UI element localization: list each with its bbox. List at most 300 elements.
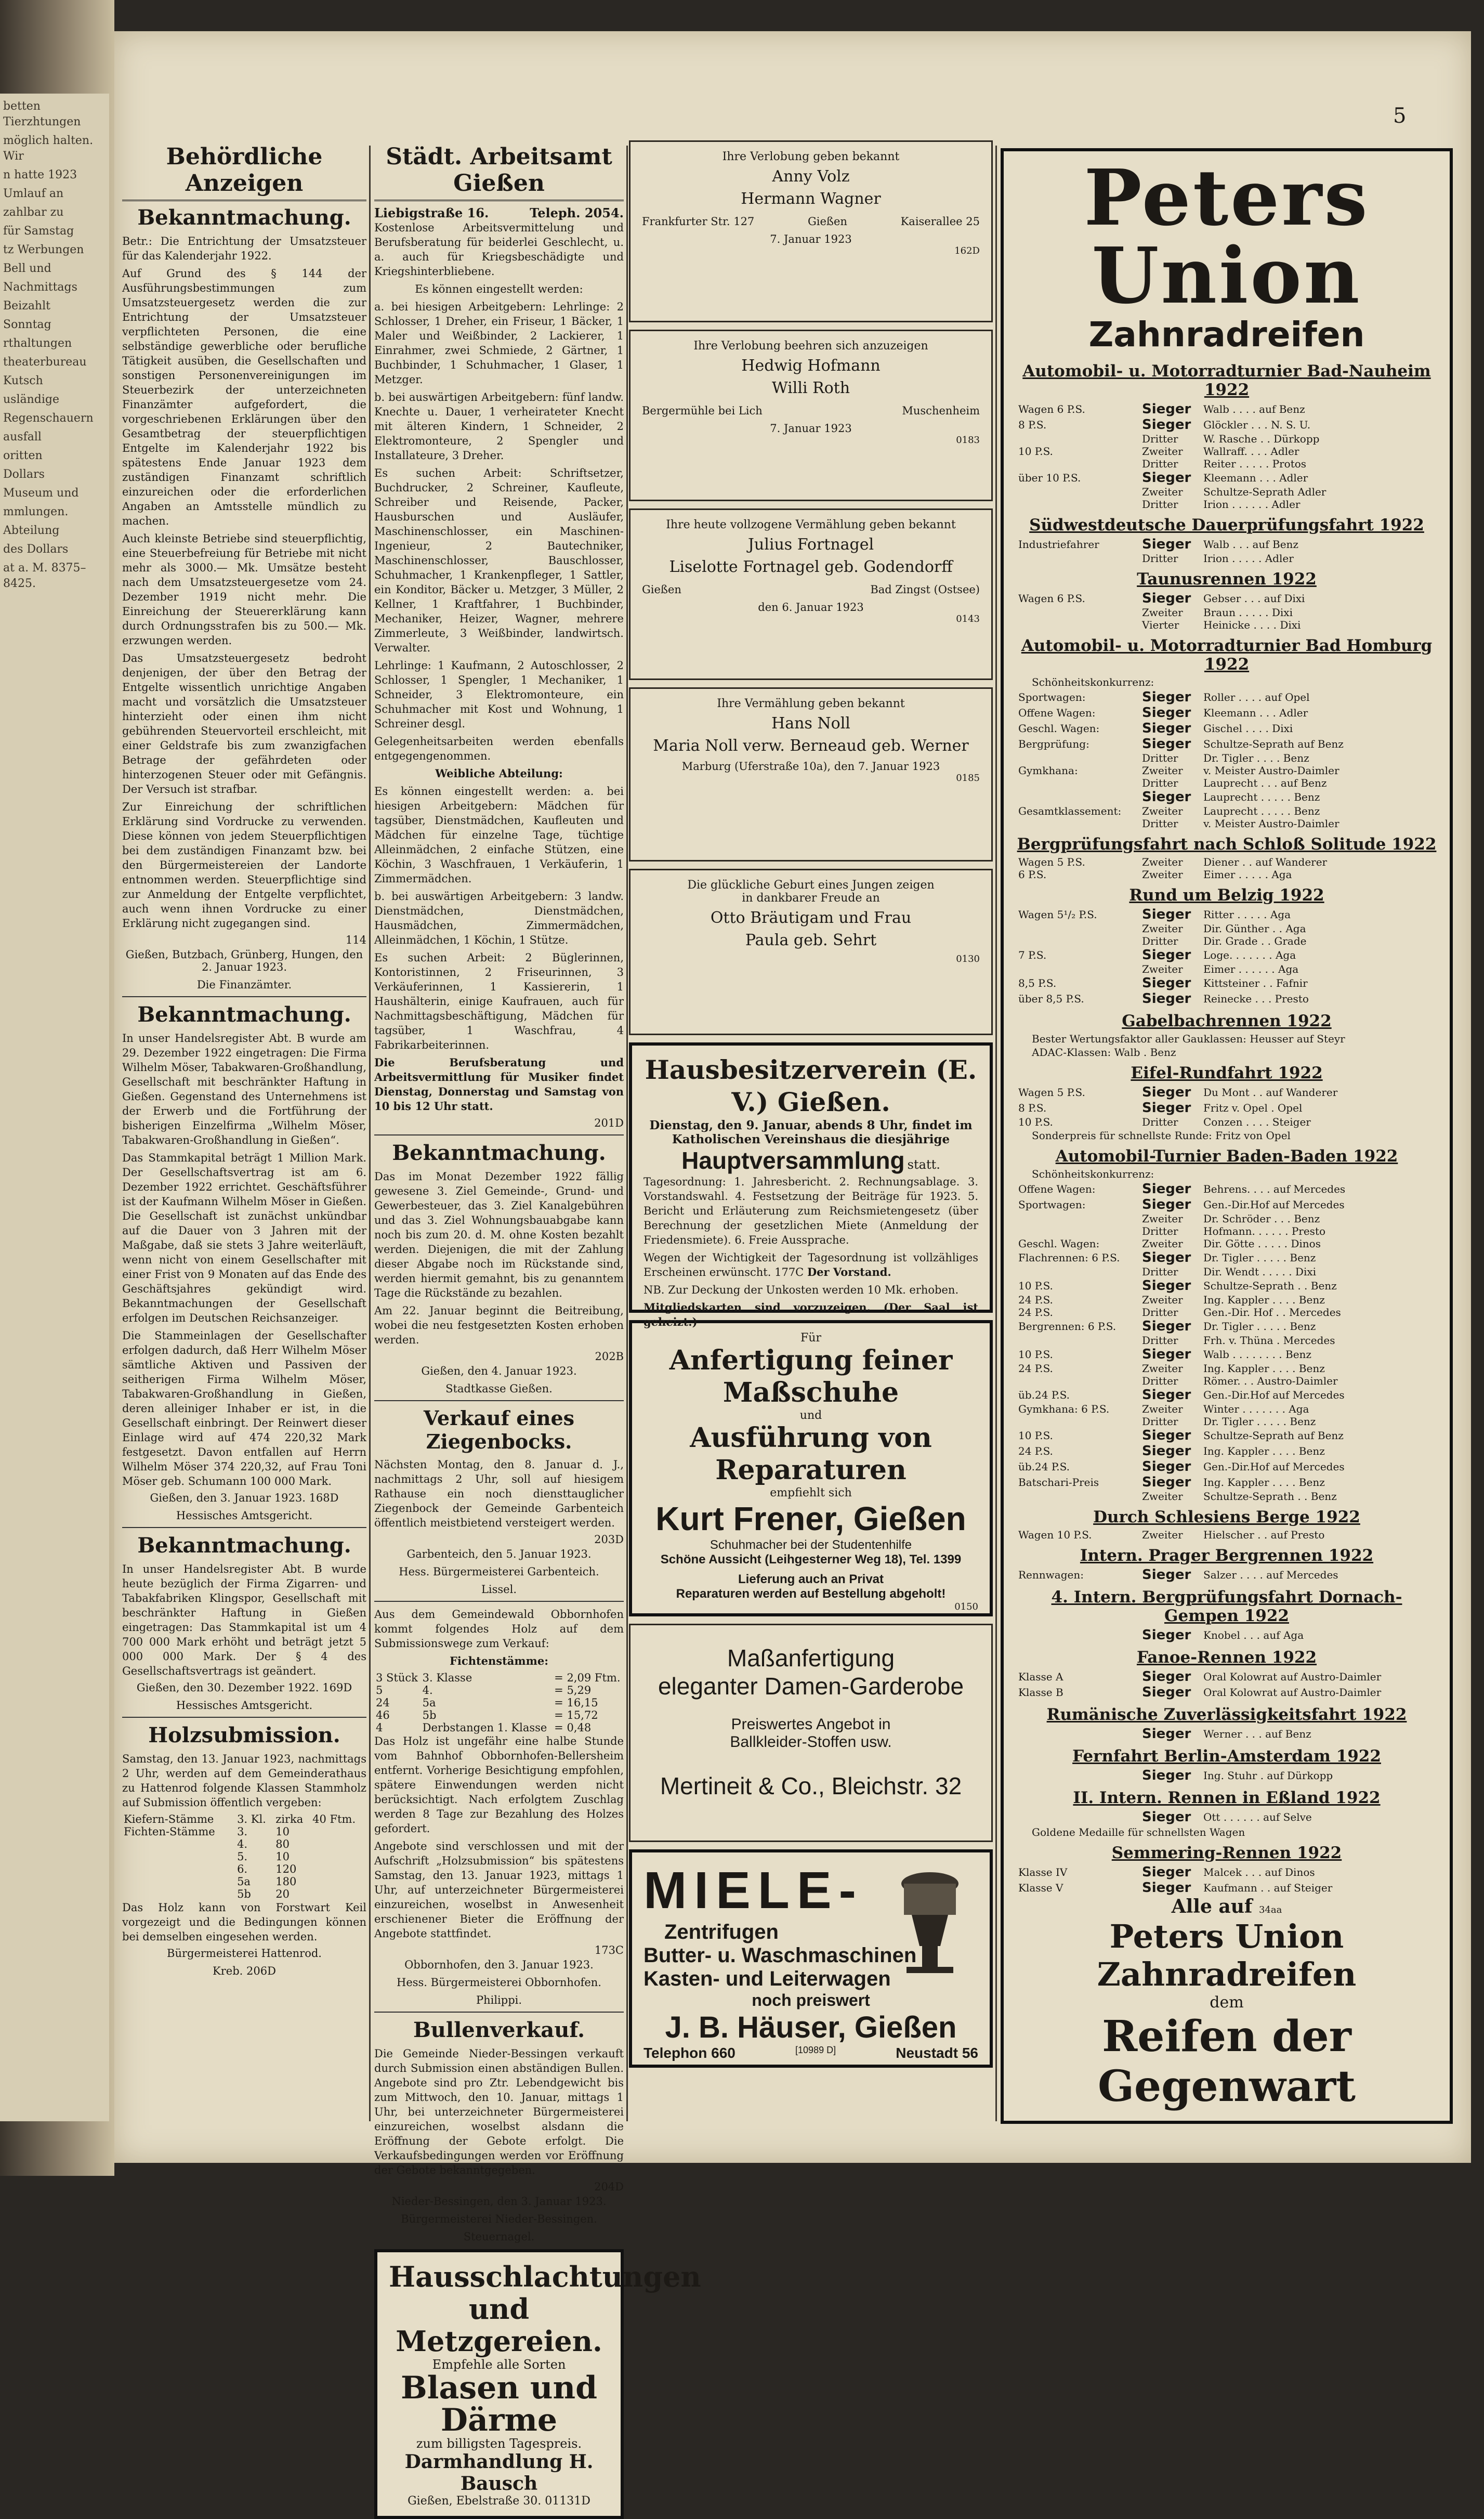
- race-row: [1016, 1116, 1437, 1128]
- race-title: Semmering-Rennen 1922: [1111, 1844, 1342, 1862]
- race-title: Automobil- u. Motorradturnier Bad-Nauheim 1922: [1022, 362, 1431, 399]
- race-driver-car: Heinicke . . . . Dixi: [1203, 619, 1301, 631]
- race-driver-car: Gen.-Dir. Hof . . Mercedes: [1203, 1306, 1341, 1319]
- race-driver-car: Glöckler . . . N. S. U.: [1203, 419, 1311, 431]
- race-title: Automobil- u. Motorradturnier Bad Homburg 1922: [1021, 636, 1433, 674]
- ad-text: Schuhmacher bei der Studentenhilfe: [710, 1538, 912, 1552]
- race-row: [1016, 1567, 1437, 1583]
- race-driver-car: Dir. Götte . . . . . Dinos: [1203, 1237, 1321, 1250]
- race-class: 24 P.S.: [1018, 1362, 1053, 1375]
- ad-text: Ballkleider-Stoffen usw.: [730, 1733, 892, 1751]
- ad-signature: Der Vorstand.: [807, 1265, 891, 1278]
- address-left: Frankfurter Str. 127: [642, 215, 755, 228]
- ad-darmhandlung: [374, 2249, 701, 2519]
- race-row: [1016, 1237, 1437, 1250]
- race-driver-car: Dir. Wendt . . . . . Dixi: [1203, 1265, 1317, 1278]
- ad-headline: Hausbesitzerverein (E. V.) Gießen.: [645, 1054, 977, 1117]
- ad-headline: Blasen und Därme: [400, 2370, 598, 2438]
- race-table: [1016, 1809, 1437, 1825]
- race-driver-car: Walb . . . . . . . . Benz: [1203, 1348, 1311, 1361]
- race-place: Sieger: [1142, 689, 1191, 705]
- race-place: Dritter: [1142, 552, 1178, 565]
- race-note: Schönheitskonkurrenz:: [1032, 1168, 1154, 1180]
- wedding-fortnagel: [629, 508, 993, 680]
- race-row: [1016, 1306, 1437, 1319]
- ad-text: zum billigsten Tagespreis.: [416, 2436, 582, 2451]
- notice-text: Das Stammkapital beträgt 1 Million Mark. Der Gesellschaftsvertrag ist am 6. Dezember 1922 errichtet. Geschäftsführer ist der Kaufmann Wilhelm Möser in Gießen. Die Gesellschaft ist zunächst unkündbar auf die Dauer von 3 Jahren mit der Maßgabe, daß sie stets 3 Jahre weiterläuft, wenn nicht von einem Gesellschafter mit einer Frist von 9 Monaten auf das Ende des Geschäftsjahres gekündigt wird. Bekanntmachungen der Gesellschaft erfolgen im Deutschen Reichsanzeiger.: [122, 1152, 366, 1324]
- ad-headline: Hauptversammlung: [681, 1147, 905, 1174]
- notice-place: Gießen, den 30. Dezember 1922.: [136, 1681, 319, 1694]
- race-class: [1016, 1265, 1140, 1278]
- race-table: [1016, 1726, 1437, 1742]
- notice-text: Die Gemeinde Nieder-Bessingen verkauft durch Submission einen abständigen Bullen. Angebote sind pro Ztr. Lebendgewicht bis zum Mittwoch, den 10. Januar, mittags 1 Uhr, bei unterzeichneter Bürgermeisterei einzureichen, woselbst alsdann die Eröffnung der Gebote erfolgt. Die Verkaufsbedingungen werden vor Eröffnung der Gebote bekanntgegeben.: [374, 2047, 624, 2176]
- race-section: [1016, 516, 1437, 565]
- race-place: Dritter: [1142, 752, 1178, 764]
- fragment-text: ausfall: [3, 430, 42, 443]
- previous-page-strip: [0, 94, 109, 2121]
- race-place: Sieger: [1142, 1387, 1191, 1403]
- race-class: 8 P.S.: [1018, 1102, 1047, 1114]
- notice-handelsregister-moeser: [122, 1002, 366, 1522]
- race-row: [1016, 947, 1437, 963]
- race-class: [1016, 963, 1140, 975]
- ad-peters-union: [1001, 148, 1453, 2124]
- fragment-text: möglich halten. Wir: [3, 134, 94, 163]
- race-driver-car: Roller . . . . auf Opel: [1203, 691, 1310, 703]
- footer-line: dem: [1210, 1993, 1244, 2012]
- divider: [122, 996, 366, 997]
- race-row: [1016, 1265, 1437, 1278]
- timber-table: [122, 1813, 366, 1900]
- race-row: [1016, 975, 1437, 991]
- race-class: 8,5 P.S.: [1018, 977, 1057, 989]
- place: Gießen: [808, 215, 847, 228]
- notice-name: Steuernagel.: [463, 2230, 535, 2243]
- table-cell: 4.: [237, 1838, 248, 1850]
- race-row: [1016, 1250, 1437, 1265]
- table-cell: 16,15: [567, 1696, 598, 1709]
- table-row: [122, 1838, 366, 1850]
- race-section: [1016, 1012, 1437, 1059]
- race-driver-car: Malcek . . . auf Dinos: [1203, 1866, 1315, 1878]
- ad-text: noch preiswert: [752, 1991, 870, 2009]
- race-driver-car: Fritz v. Opel . Opel: [1203, 1102, 1303, 1114]
- fragment-text: Sonntag: [3, 318, 51, 331]
- table-cell: 10: [275, 1850, 290, 1863]
- race-class: [1016, 789, 1140, 805]
- race-table: [1016, 1567, 1437, 1583]
- ad-mertineit: [629, 1624, 993, 1842]
- race-row: [1016, 1459, 1437, 1474]
- race-place: Dritter: [1142, 935, 1178, 947]
- notice-text: Auf Grund des § 144 der Ausführungsbestimmungen zum Umsatzsteuergesetz werden die zur Entrichtung der Umsatzsteuer verpflichteten Personen, die eine selbständige gewerbliche oder berufliche Tätigkeit ausüben, die Gesellschaften und sonstigen Personenvereinigungen im Steuerbezirk der unterzeichneten Finanzämter aufgefordert, die vorgeschriebenen Erklärungen über den Gesamtbetrag der steuerpflichtigen Entgelte im Kalenderjahr 1922 bis spätestens Ende Januar 1923 dem zuständigen Finanzamt schriftlich einzureichen oder die erforderlichen Angaben an Amtsstelle mündlich zu machen.: [122, 267, 366, 527]
- race-place: Zweiter: [1142, 606, 1183, 619]
- race-place: Zweiter: [1142, 1490, 1183, 1503]
- notice-umsatzsteuer: [122, 205, 366, 991]
- race-driver-car: Behrens. . . . auf Mercedes: [1203, 1183, 1346, 1195]
- notice-text: Das Holz kann von Forstwart Keil vorgezeigt und die Bedingungen können bei demselben eingesehen werden.: [122, 1901, 366, 1943]
- race-row: [1016, 689, 1437, 705]
- divider: [374, 2012, 624, 2013]
- ad-text: NB. Zur Deckung der Unkosten werden 10 Mk. erhoben.: [643, 1284, 959, 1296]
- table-header-row: [122, 1813, 366, 1825]
- table-row: [122, 1875, 366, 1888]
- race-place: Sieger: [1142, 1443, 1191, 1459]
- race-section: [1016, 1064, 1437, 1142]
- notice-signature: Hess. Bürgermeisterei Obbornhofen.: [397, 1976, 601, 1989]
- race-place: Sieger: [1142, 1459, 1191, 1474]
- table-row: [374, 1721, 624, 1734]
- race-driver-car: Eimer . . . . . Aga: [1203, 868, 1292, 881]
- table-cell: zirka: [275, 1813, 304, 1825]
- race-driver-car: Schultze-Seprath auf Benz: [1203, 738, 1344, 750]
- race-note: Schönheitskonkurrenz:: [1032, 676, 1154, 688]
- race-row: [1016, 868, 1437, 881]
- race-class: 8 P.S.: [1018, 419, 1047, 431]
- race-row: [1016, 1181, 1437, 1197]
- fragment-text: Dollars: [3, 468, 45, 481]
- race-class: Klasse B: [1018, 1686, 1063, 1699]
- race-row: [1016, 817, 1437, 830]
- place-date: Marburg (Uferstraße 10a), den 7. Januar 1923: [681, 760, 940, 773]
- race-row: [1016, 591, 1437, 606]
- notice-ref: 114: [345, 934, 366, 946]
- notice-title: Verkauf eines Ziegenbocks.: [423, 1406, 575, 1453]
- race-class: [1016, 433, 1140, 445]
- race-row: [1016, 1685, 1437, 1700]
- race-driver-car: Kleemann . . . Adler: [1203, 707, 1308, 719]
- race-place: Zweiter: [1142, 445, 1183, 458]
- engagement-hofmann-roth: [629, 330, 993, 501]
- race-row: [1016, 1278, 1437, 1294]
- person-name: Paula geb. Sehrt: [745, 931, 877, 949]
- race-class: Geschl. Wagen:: [1018, 1237, 1100, 1250]
- announcement-line: Ihre heute vollzogene Vermählung geben bekannt: [666, 518, 956, 531]
- table-cell: [122, 1838, 235, 1850]
- table-row: [122, 1888, 366, 1900]
- race-driver-car: Schultze-Seprath Adler: [1203, 486, 1327, 498]
- table-cell: 15,72: [567, 1709, 598, 1721]
- ad-company: Kurt Frener, Gießen: [655, 1500, 966, 1537]
- table-cell: 24: [376, 1696, 390, 1709]
- race-row: [1016, 537, 1437, 552]
- race-section: [1016, 636, 1437, 830]
- race-driver-car: Eimer . . . . . . Aga: [1203, 963, 1299, 975]
- notice-text: Das Holz ist ungefähr eine halbe Stunde vom Bahnhof Obbornhofen-Bellersheim entfernt. Vorherige Besichtigung empfohlen, spätere Einwendungen werden nicht berücksichtigt. Nach erfolgtem Zuschlag werden 8 Tage zur Bezahlung des Holzes gefordert.: [374, 1735, 624, 1835]
- race-place: Sieger: [1142, 1669, 1191, 1685]
- announcement-line: in dankbarer Freude an: [742, 892, 880, 905]
- notice-place: Garbenteich, den 5. Januar 1923.: [406, 1548, 592, 1560]
- race-row: [1016, 1375, 1437, 1387]
- race-row: [1016, 1880, 1437, 1896]
- race-row: [1016, 935, 1437, 947]
- table-cell: 3. Klasse: [422, 1672, 472, 1684]
- race-class: [1016, 935, 1140, 947]
- race-title: Taunusrennen 1922: [1137, 570, 1317, 589]
- race-row: [1016, 1415, 1437, 1428]
- ad-text: Preiswertes Angebot in: [731, 1716, 891, 1733]
- race-class: 6 P.S.: [1018, 868, 1047, 881]
- race-class: [1016, 498, 1140, 511]
- race-section: [1016, 886, 1437, 1007]
- race-row: [1016, 721, 1437, 736]
- race-driver-car: Ing. Kappler . . . . Benz: [1203, 1476, 1325, 1489]
- race-section: [1016, 1705, 1437, 1742]
- race-class: 10 P.S.: [1018, 1348, 1053, 1361]
- ad-text: Reparaturen werden auf Bestellung abgeholt!: [676, 1587, 946, 1601]
- column-rule: [626, 146, 628, 2121]
- announcement-line: Ihre Vermählung geben bekannt: [717, 697, 905, 710]
- notice-text: Es suchen Arbeit: 2 Büglerinnen, Kontoristinnen, 2 Friseurinnen, 3 Verkäuferinnen, 1 Kassiererin, 1 Haushälterin, einige Kaufrauen, auch für Nachmittagsbeschäftigung, Mädchen für tagsüber, 1 Waschfrau, 4 Fabrikarbeiterinnen.: [374, 951, 624, 1051]
- race-class: [1016, 1490, 1140, 1503]
- race-place: Dritter: [1142, 817, 1178, 830]
- person-name: Hedwig Hofmann: [741, 357, 881, 375]
- notice-ref: 203D: [594, 1533, 624, 1546]
- race-class: Gesamtklassement:: [1018, 805, 1122, 817]
- race-place: Sieger: [1142, 789, 1191, 805]
- ad-text: Dienstag, den 9. Januar, abends 8 Uhr, findet im Katholischen Vereinshaus die diesjährige: [649, 1118, 973, 1146]
- race-table: [1016, 537, 1437, 565]
- ad-footer: [1016, 1896, 1437, 2111]
- race-class: 10 P.S.: [1018, 1280, 1053, 1292]
- race-class: Bergrennen: 6 P.S.: [1018, 1320, 1117, 1333]
- centrifuge-illustration: [891, 1868, 969, 1977]
- race-row: [1016, 1726, 1437, 1742]
- race-class: [1016, 1212, 1140, 1225]
- divider: [374, 1134, 624, 1135]
- person-name: Otto Bräutigam und Frau: [710, 909, 912, 927]
- race-note: ADAC-Klassen: Walb . Benz: [1032, 1046, 1176, 1059]
- race-place: Sieger: [1142, 1347, 1191, 1362]
- race-driver-car: Du Mont . . auf Wanderer: [1203, 1086, 1338, 1099]
- race-row: [1016, 498, 1437, 511]
- race-place: Dritter: [1142, 1334, 1178, 1347]
- divider: [374, 1601, 624, 1602]
- race-class: [1016, 777, 1140, 789]
- race-driver-car: Kaufmann . . auf Steiger: [1203, 1882, 1333, 1894]
- ad-ref: 0183: [956, 435, 980, 446]
- notice-place: Gießen, Butzbach, Grünberg, Hungen, den 2. Januar 1923.: [125, 948, 363, 973]
- table-cell: =: [554, 1709, 563, 1721]
- fragment-text: Beizahlt: [3, 299, 50, 312]
- race-section: [1016, 1147, 1437, 1503]
- notice-text: a. bei hiesigen Arbeitgebern: Lehrlinge: 2 Schlosser, 1 Dreher, ein Friseur, 1 Bäcker, 1 Maler und Weißbinder, 2 Lackierer, 1 Einrahmer, zwei Schmiede, 2 Gärtner, 1 Buchbinder, 1 Schuhmacher, 1 Glaser, 1 Metzger.: [374, 301, 624, 386]
- race-driver-car: Ing. Kappler . . . . Benz: [1203, 1362, 1325, 1375]
- address-left: Gießen: [642, 583, 681, 596]
- race-class: [1016, 1334, 1140, 1347]
- race-title: Gabelbachrennen 1922: [1122, 1012, 1332, 1030]
- ad-hausbesitzerverein: [629, 1042, 993, 1328]
- table-cell: 5a: [422, 1696, 436, 1709]
- race-place: Dritter: [1142, 433, 1178, 445]
- race-driver-car: Schultze-Seprath auf Benz: [1203, 1429, 1344, 1442]
- ad-text: Empfehle alle Sorten: [432, 2357, 566, 2372]
- race-table: [1016, 907, 1437, 1007]
- race-place: Sieger: [1142, 1474, 1191, 1490]
- race-row: [1016, 619, 1437, 631]
- race-driver-car: Werner . . . auf Benz: [1203, 1728, 1311, 1740]
- race-row: [1016, 470, 1437, 486]
- fragment-text: n hatte 1923: [3, 168, 77, 181]
- race-driver-car: Ritter . . . . . Aga: [1203, 908, 1291, 921]
- race-row: [1016, 752, 1437, 764]
- race-row: [1016, 1809, 1437, 1825]
- race-class: üb.24 P.S.: [1018, 1389, 1070, 1401]
- person-name: Maria Noll verw. Berneaud geb. Werner: [653, 737, 969, 755]
- notice-holzsubmission: [122, 1723, 366, 1977]
- ad-company: J. B. Häuser, Gießen: [665, 2011, 957, 2044]
- race-section: [1016, 1789, 1437, 1838]
- race-section: [1016, 1588, 1437, 1643]
- race-row: [1016, 1387, 1437, 1403]
- race-driver-car: Gen.-Dir.Hof auf Mercedes: [1203, 1198, 1345, 1211]
- race-driver-car: Gen.-Dir.Hof auf Mercedes: [1203, 1389, 1345, 1401]
- notice-title: Holzsubmission.: [148, 1723, 340, 1747]
- race-driver-car: v. Meister Austro-Daimler: [1203, 764, 1339, 777]
- table-cell: [311, 1888, 366, 1900]
- table-cell: 120: [275, 1863, 297, 1875]
- race-driver-car: Walb . . . auf Benz: [1203, 538, 1298, 551]
- footer-brand: Peters Union Zahnradreifen: [1097, 1917, 1357, 1993]
- ad-text: Kasten- und Leiterwagen: [643, 1967, 891, 1990]
- race-row: [1016, 1474, 1437, 1490]
- ad-ref: 01131D: [545, 2495, 590, 2508]
- table-cell: 180: [275, 1875, 297, 1888]
- race-driver-car: Knobel . . . auf Aga: [1203, 1629, 1304, 1641]
- race-row: [1016, 433, 1437, 445]
- notice-signature: Stadtkasse Gießen.: [445, 1382, 553, 1395]
- race-class: [1016, 619, 1140, 631]
- race-class: 10 P.S.: [1018, 1116, 1053, 1128]
- race-driver-car: Schultze-Seprath . . Benz: [1203, 1280, 1337, 1292]
- table-row: [374, 1696, 624, 1709]
- race-class: 10 P.S.: [1018, 1429, 1053, 1442]
- table-cell: 4.: [422, 1684, 433, 1696]
- race-place: Sieger: [1142, 1768, 1191, 1783]
- table-cell: 3. Kl.: [237, 1813, 266, 1825]
- race-class: [1016, 752, 1140, 764]
- notice-signature: Die Finanzämter.: [196, 978, 292, 991]
- table-cell: 3 Stück: [376, 1672, 418, 1684]
- notice-text: Es können eingestellt werden:: [415, 283, 583, 295]
- footer-line: Alle auf: [1171, 1896, 1253, 1917]
- race-table: [1016, 856, 1437, 881]
- notice-text: Auch kleinste Betriebe sind steuerpflichtig, eine Steuerbefreiung für Betriebe mit nicht mehr als 3000.— Mk. Umsätze besteht nach dem Umsatzsteuergesetze vom 24. Dezember 1919 nicht mehr. Die Einreichung der Steuererklärung kann durch Ordnungsstrafen bis zu 500.— Mk. erzwungen werden.: [122, 532, 366, 647]
- race-class: [1016, 1415, 1140, 1428]
- race-row: [1016, 401, 1437, 417]
- table-cell: 46: [376, 1709, 390, 1721]
- race-row: [1016, 1347, 1437, 1362]
- race-class: Wagen 5¹/₂ P.S.: [1018, 908, 1097, 921]
- race-table: [1016, 591, 1437, 631]
- race-title: Rund um Belzig 1922: [1129, 886, 1324, 905]
- race-driver-car: Oral Kolowrat auf Austro-Daimler: [1203, 1686, 1382, 1699]
- race-place: Sieger: [1142, 975, 1191, 991]
- address-left: Bergermühle bei Lich: [642, 404, 763, 417]
- race-class: Wagen 5 P.S.: [1018, 856, 1085, 868]
- ad-company: Darmhandlung H. Bausch: [404, 2451, 594, 2495]
- wedding-noll: [629, 687, 993, 862]
- table-cell: 5.: [237, 1850, 248, 1863]
- race-class: Wagen 5 P.S.: [1018, 1086, 1085, 1099]
- table-row: [122, 1863, 366, 1875]
- table-row: [122, 1825, 366, 1838]
- race-row: [1016, 736, 1437, 752]
- race-title: Automobil-Turnier Baden-Baden 1922: [1055, 1147, 1398, 1166]
- address-right: Muschenheim: [902, 404, 980, 417]
- race-title: Intern. Prager Bergrennen 1922: [1080, 1546, 1374, 1565]
- race-class: Geschl. Wagen:: [1018, 722, 1100, 735]
- race-class: Bergprüfung:: [1018, 738, 1089, 750]
- fragment-text: Museum und: [3, 487, 79, 500]
- race-table: [1016, 1181, 1437, 1503]
- race-class: Batschari-Preis: [1018, 1476, 1099, 1489]
- table-cell: [311, 1838, 366, 1850]
- race-class: Flachrennen: 6 P.S.: [1018, 1251, 1120, 1264]
- race-driver-car: Schultze-Seprath . . Benz: [1203, 1490, 1337, 1503]
- race-title: II. Intern. Rennen in Eßland 1922: [1073, 1789, 1381, 1807]
- ad-ref: 34aa: [1258, 1904, 1282, 1915]
- race-place: Dritter: [1142, 1375, 1178, 1387]
- notice-text: Gelegenheitsarbeiten werden ebenfalls entgegengenommen.: [374, 735, 624, 762]
- table-row: [122, 1850, 366, 1863]
- notice-text: Es können eingestellt werden: a. bei hiesigen Arbeitgebern: Mädchen für tagsüber, Dienstmädchen, Kaufleuten und Mädchen für einzelne Tage, tüchtige Alleinmädchen, 2 einfache Stützen, eine Köchin, 3 Waschfrauen, 1 Verkäuferin, 1 Zimmermädchen.: [374, 785, 624, 885]
- race-place: Sieger: [1142, 705, 1191, 721]
- announcement-line: Die glückliche Geburt eines Jungen zeigen: [687, 879, 935, 892]
- table-cell: [122, 1850, 235, 1863]
- table-cell: =: [554, 1684, 563, 1696]
- race-place: Zweiter: [1142, 1212, 1183, 1225]
- ad-headline: Anfertigung feiner Maßschuhe: [669, 1345, 953, 1408]
- race-place: Dritter: [1142, 1116, 1178, 1128]
- race-row: [1016, 1319, 1437, 1334]
- table-cell: [122, 1888, 235, 1900]
- race-place: Dritter: [1142, 1265, 1178, 1278]
- ad-ref: 0150: [954, 1601, 978, 1612]
- race-class: Wagen 6 P.S.: [1018, 403, 1085, 415]
- ad-text: Wegen der Wichtigkeit der Tagesordnung ist vollzähliges Erscheinen erwünscht.: [643, 1251, 978, 1278]
- ad-headline: Ausführung von Reparaturen: [690, 1422, 932, 1486]
- race-note: Bester Wertungsfaktor aller Gauklassen: Heusser auf Steyr: [1032, 1033, 1345, 1045]
- ad-text: statt.: [907, 1157, 940, 1172]
- race-place: Zweiter: [1142, 868, 1183, 881]
- notice-signature: Hessisches Amtsgericht.: [176, 1509, 313, 1522]
- table-cell: [122, 1863, 235, 1875]
- race-driver-car: Lauprecht . . . . . Benz: [1203, 805, 1320, 817]
- notice-intro: Kostenlose Arbeitsvermittelung und Berufsberatung für beiderlei Geschlecht, u. a. auch für Kriegsbeschädigte und Kriegshinterbliebene.: [374, 221, 624, 278]
- race-class: Gymkhana:: [1018, 764, 1078, 777]
- timber-rows: [122, 1825, 366, 1900]
- section-header: Städt. Arbeitsamt Gießen: [374, 143, 624, 201]
- fragment-text: für Samstag: [3, 225, 74, 238]
- race-driver-car: Gischel . . . . Dixi: [1203, 722, 1293, 735]
- race-row: [1016, 606, 1437, 619]
- fragment-text: tz Werbungen: [3, 243, 84, 256]
- race-driver-car: Walb . . . . auf Benz: [1203, 403, 1305, 415]
- notice-title: Bekanntmachung.: [137, 1533, 351, 1558]
- address-right: Kaiserallee 25: [900, 215, 980, 228]
- ad-headline: eleganter Damen-Garderobe: [658, 1673, 964, 1700]
- divider: [122, 1717, 366, 1718]
- fragment-text: Bell und: [3, 262, 51, 275]
- ad-ref: 162D: [954, 245, 980, 256]
- notice-ref: 206D: [246, 1965, 276, 1977]
- race-title: Fanoe-Rennen 1922: [1136, 1648, 1317, 1667]
- table-cell: 4: [376, 1721, 383, 1734]
- person-name: Anny Volz: [772, 167, 850, 186]
- person-name: Willi Roth: [771, 379, 850, 397]
- race-row: [1016, 1627, 1437, 1643]
